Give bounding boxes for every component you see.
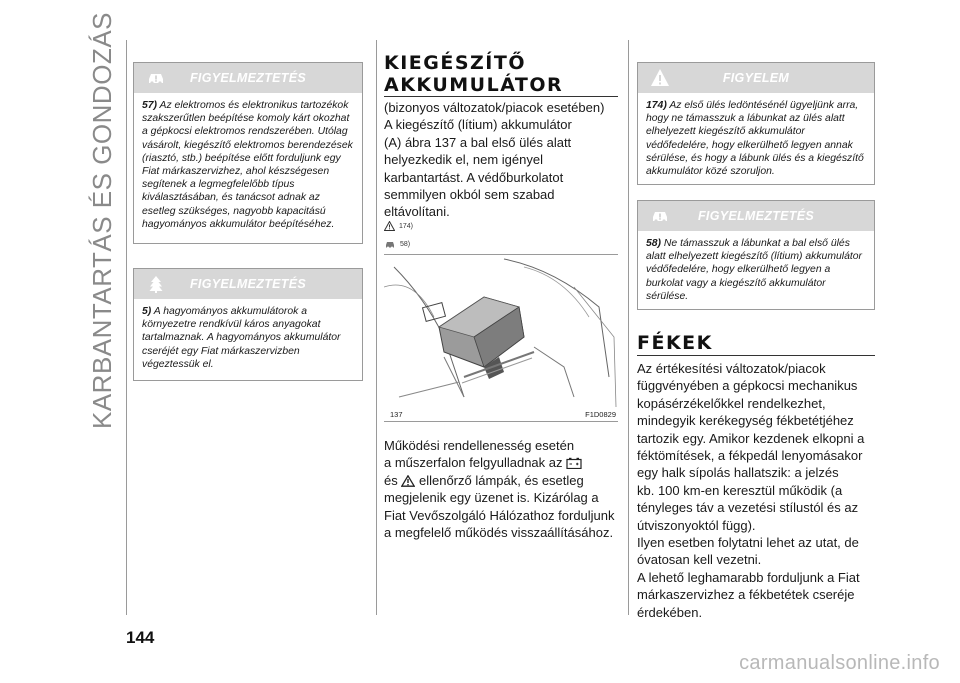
figure-number: 137 [390,410,403,419]
caution-box-header [638,63,874,93]
brakes-line: féktömítések, a fékpedál lenyomásakor [637,448,863,464]
brakes-line: mindegyik kerékegység fékbetétjéhez [637,413,854,429]
brakes-line: márkaszervizhez a fékbetétek cseréje [637,587,855,603]
malfunction-line: megjelenik egy üzenet is. Kizárólag a [384,490,599,506]
malfunction-line: és [384,472,398,488]
warning-58-ref: 58) [646,238,662,249]
section-title-line1: KIEGÉSZÍTŐ [384,52,526,74]
car-warning-icon [648,204,672,228]
brakes-line: óvatosan kell vezetni. [637,552,762,568]
environment-box-header [134,269,362,299]
caution-box-174 [637,62,875,185]
brakes-line: Az értékesítési változatok/piacok [637,361,826,376]
warning-box-57 [133,62,363,244]
section-title-battery [384,52,563,96]
brakes-line: érdekében. [637,604,703,620]
warning-box-58-text [638,231,874,309]
chapter-title-text: KARBANTARTÁS ÉS GONDOZÁS [86,11,117,429]
warning-triangle-icon [648,66,672,90]
malfunction-line: Fiat Vevőszolgáló Hálózathoz forduljunk [384,507,615,523]
warning-triangle-icon [384,221,395,231]
malfunction-line: ellenőrző lámpák, és esetleg [418,472,584,488]
car-warning-icon [384,239,396,249]
battery-under-seat-illustration [384,257,618,407]
figure-code: F1D0829 [585,410,616,419]
watermark: carmanualsonline.info [739,652,940,674]
ref-warning-number: 174) [399,222,414,230]
warning-box-58 [637,200,875,310]
intro-line: (A) ábra 137 a bal első ülés alatt [384,134,572,150]
malfunction-line-icons [384,454,624,471]
warning-58-text: Ne támasszuk a lábunkat a bal első ülés alatt elhelyezett kiegészítő (lítium) akkumulátor védőfedelére, hogy elkerülhető legyen a burkolat vagy a kiegészítő akkumulátor sérülése. [646,238,862,302]
ref-caution-number: 58) [400,240,411,248]
brakes-line: Ilyen esetben folytatni lehet az utat, de [637,535,859,551]
intro-line: karbantartást. A védőburkolatot [384,169,564,185]
brakes-text [637,360,882,621]
tree-environment-icon [144,272,168,296]
brakes-line: A lehető leghamarabb forduljunk a Fiat [637,569,860,585]
warning-box-header [134,63,362,93]
warning-box-text [134,93,362,237]
ref-caution-row [384,238,413,250]
section-title-line2: AKKUMULÁTOR [384,74,564,96]
left-margin-line [126,40,127,615]
car-warning-icon [144,66,168,90]
caution-text: Az első ülés ledöntésénél ügyeljünk arra, hogy ne támasszuk a lábunkat az ülés alatt elhelyezett kiegészítő akkumulátor védőfedelére, hogy elkerülhető legyen annak sérülése, és hogy a lábunk ülés és a kiegészítő akkumulátor közé szoruljon. [646,100,864,178]
environment-box-5 [133,268,363,381]
section-title-rule [384,96,618,97]
warning-ref: 57) [142,100,158,111]
brakes-line: tényleges táv a vezetési stílustól és az [637,500,859,516]
environment-text: A hagyományos akkumulátorok a környezetre rendkívül káros anyagokat tartalmaznak. A hagyományos akkumulátor cseréjét egy Fiat márkaszervizben végeztessük el. [142,306,341,370]
column-divider-2 [628,40,629,615]
intro-line: A kiegészítő (lítium) akkumulátor [384,117,572,133]
brakes-line: kb. 100 km-en keresztül működik (a [637,482,843,498]
chapter-title [82,11,122,429]
environment-box-title: FIGYELMEZTETÉS [189,277,306,291]
environment-box-text [134,299,362,377]
section-title-brakes: FÉKEK [637,332,713,354]
intro-line: semmilyen okból sem szabad [384,187,555,203]
intro-line: eltávolítani. [384,204,450,220]
malfunction-line-warning [384,472,624,489]
warning-triangle-icon [401,475,415,487]
brakes-title-rule [637,355,875,356]
brakes-line: útviszonyoktól függ). [637,517,756,533]
malfunction-line: a műszerfalon felgyulladnak az [384,455,563,471]
warning-box-title: FIGYELMEZTETÉS [189,71,306,85]
warning-box-58-title: FIGYELMEZTETÉS [697,209,814,223]
page-number: 144 [126,628,155,647]
column-divider-1 [376,40,377,615]
warning-box-58-header [638,201,874,231]
caution-ref: 174) [646,100,667,111]
malfunction-line: Működési rendellenesség esetén [384,438,575,453]
battery-intro-text [384,99,624,221]
figure-137 [384,254,618,422]
brakes-line: kopásérzékelőkkel rendelkezhet, [637,395,826,411]
environment-ref: 5) [142,306,152,317]
battery-warning-icon [566,457,582,469]
brakes-line: függvényében a gépkocsi mechanikus [637,378,858,394]
brakes-line: tartozik egy. Amikor kezdenek elkopni a [637,430,865,446]
malfunction-text [384,437,624,541]
intro-line: helyezkedik el, nem igényel [384,152,543,168]
caution-box-text [638,93,874,184]
intro-line: (bizonyos változatok/piacok esetében) [384,100,605,115]
caution-box-title: FIGYELEM [722,71,790,85]
cross-references [384,220,413,250]
malfunction-line: a megfelelő működés visszaállításához. [384,525,614,541]
warning-text: Az elektromos és elektronikus tartozékok szakszerűtlen beépítése komoly kárt okozhat a gépkocsi elektromos rendszerében. Utólag vásárolt, kiegészítő elektromos berendezések (riasztó, stb.) beépítése előtt forduljunk egy Fiat márkaszervizhez, ahol készségesen segítenek a legmegfelelőbb típus kiválasztásában, és tanácsot adnak az esetleg szükséges, nagyobb kapacitású hagyományos akkumulátor beépítéséhez. [142,100,353,230]
brakes-line: egy halk sípolás hallatszik: a jelzés [637,465,839,481]
ref-warning-row [384,220,413,232]
